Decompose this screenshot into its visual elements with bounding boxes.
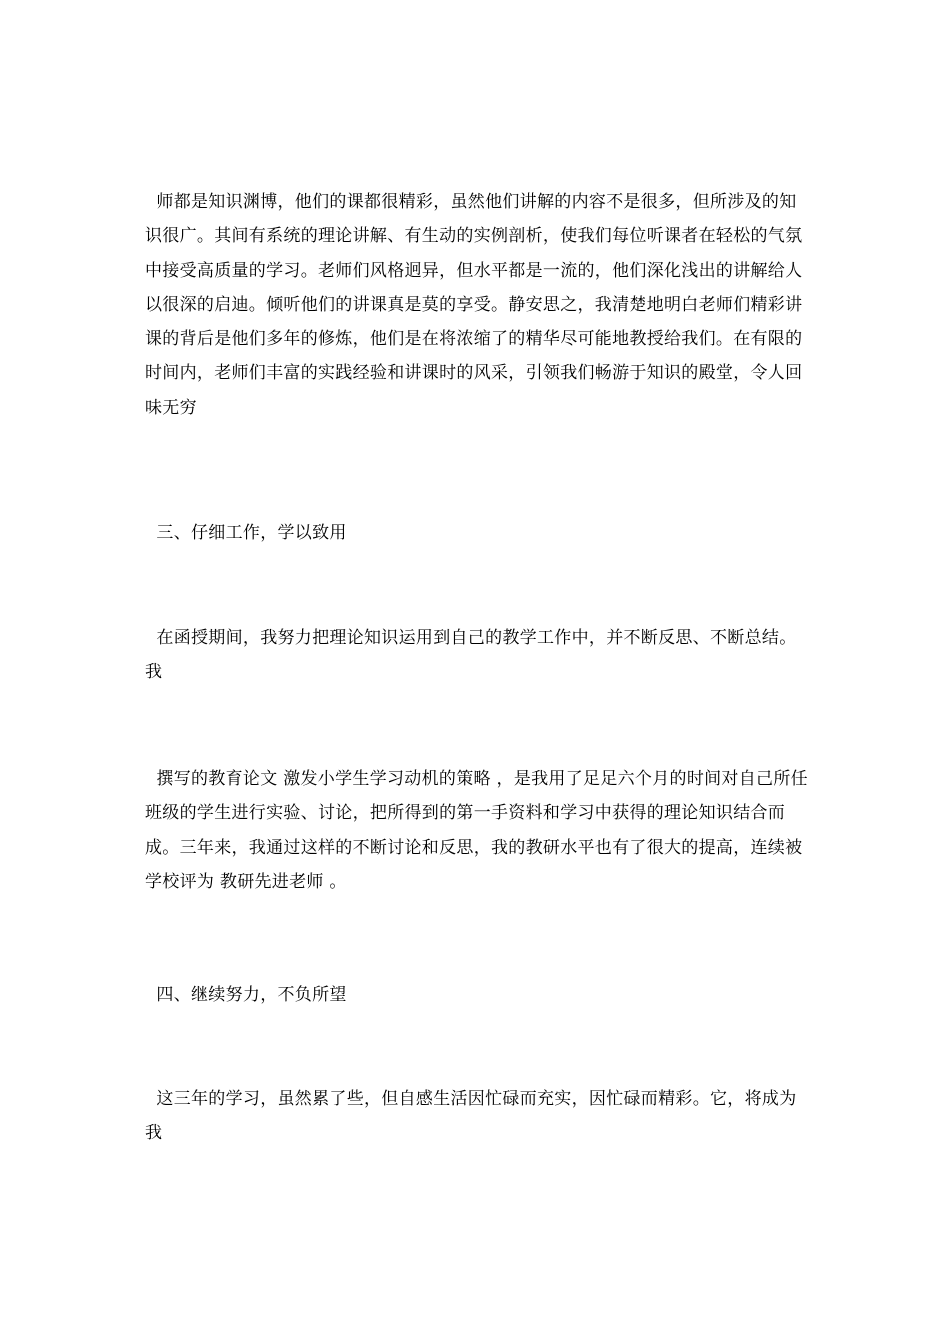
body-paragraph-thesis: 撰写的教育论文 激发小学生学习动机的策略 ，是我用了足足六个月的时间对自己所任班级的学生进行实验、讨论，把所得到的第一手资料和学习中获得的理论知识结合而成。三年来，我通过这样的不断讨论和反思，我的教研水平也有了很大的提高，连续被学校评为 教研先进老师 。 xyxy=(145,769,808,892)
section-heading-3: 三、仔细工作，学以致用 xyxy=(145,523,347,543)
body-paragraph-practice: 在函授期间，我努力把理论知识运用到自己的教学工作中，并不断反思、不断总结。我 xyxy=(145,628,797,683)
body-paragraph-teachers: 师都是知识渊博，他们的课都很精彩，虽然他们讲解的内容不是很多，但所涉及的知识很广。其间有系统的理论讲解、有生动的实例剖析，使我们每位听课者在轻松的气氛中接受高质量的学习。老师们风格迥异，但水平都是一流的，他们深化浅出的讲解给人以很深的启迪。倾听他们的讲课真是莫的享受。静安思之，我清楚地明白老师们精彩讲课的背后是他们多年的修炼，他们是在将浓缩了的精华尽可能地教授给我们。在有限的时间内，老师们丰富的实践经验和讲课时的风采，引领我们畅游于知识的殿堂，令人回味无穷 xyxy=(145,192,803,418)
section-heading-4: 四、继续努力，不负所望 xyxy=(145,985,347,1005)
body-paragraph-conclusion: 这三年的学习，虽然累了些，但自感生活因忙碌而充实，因忙碌而精彩。它，将成为我 xyxy=(145,1089,797,1144)
